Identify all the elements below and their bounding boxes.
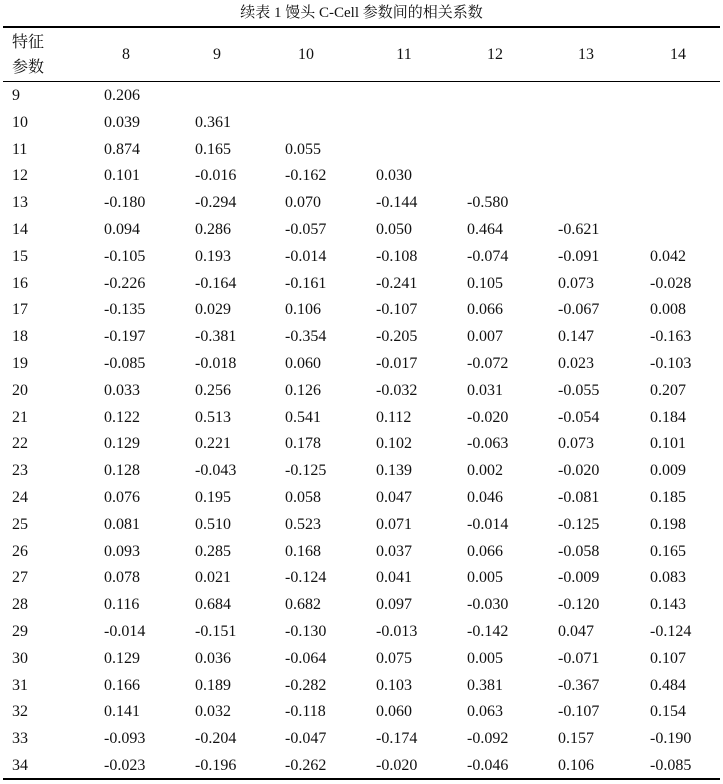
table-cell: 0.112 [376,408,412,426]
table-row [0,458,723,485]
table-cell: -0.107 [376,301,418,319]
row-label: 19 [12,354,28,372]
table-cell: 0.047 [376,488,412,506]
table-cell: -0.204 [195,730,237,748]
corner-label-line2: 参数 [12,59,45,76]
table-row [0,110,723,137]
table-row [0,324,723,351]
table-cell: -0.354 [285,328,327,346]
table-row [0,217,723,244]
table-cell: 0.075 [376,649,412,667]
table-row [0,405,723,432]
table-cell: -0.124 [650,622,692,640]
table-cell: 0.073 [558,274,594,292]
table-cell: 0.031 [467,381,503,399]
table-cell: -0.174 [376,730,418,748]
table-cell: 0.093 [104,542,140,560]
table-cell: -0.047 [285,730,327,748]
table-cell: 0.106 [558,756,594,774]
table-cell: 0.141 [104,703,140,721]
table-cell: 0.036 [195,649,231,667]
table-cell: 0.023 [558,354,594,372]
table-cell: -0.064 [285,649,327,667]
row-label: 27 [12,569,28,587]
table-cell: -0.055 [558,381,600,399]
table-cell: 0.381 [467,676,503,694]
row-label: 9 [12,87,20,104]
table-row [0,753,723,780]
column-header: 11 [396,46,412,63]
row-label: 17 [12,301,28,319]
table-cell: -0.367 [558,676,600,694]
table-cell: 0.050 [376,220,412,238]
table-cell: -0.018 [195,354,237,372]
header-rule [3,81,720,82]
table-cell: 0.058 [285,488,321,506]
table-cell: 0.185 [650,488,686,506]
table-cell: 0.021 [195,569,231,587]
table-cell: -0.262 [285,756,327,774]
table-cell: 0.207 [650,381,686,399]
table-row [0,83,723,110]
table-cell: 0.129 [104,649,140,667]
table-cell: -0.120 [558,596,600,614]
table-row [0,431,723,458]
table-cell: -0.054 [558,408,600,426]
table-cell: 0.066 [467,542,503,560]
table-cell: -0.151 [195,622,237,640]
table-cell: 0.147 [558,328,594,346]
table-row [0,592,723,619]
table-cell: -0.074 [467,247,509,265]
table-cell: 0.206 [104,87,140,104]
table-cell: -0.105 [104,247,146,265]
table-cell: -0.161 [285,274,327,292]
table-cell: 0.166 [104,676,140,694]
table-row [0,163,723,190]
row-label: 18 [12,328,28,346]
table-cell: -0.013 [376,622,418,640]
table-cell: 0.037 [376,542,412,560]
table-cell: 0.874 [104,140,140,158]
table-cell: 0.030 [376,167,412,185]
table-cell: 0.286 [195,220,231,238]
table-cell: 0.682 [285,596,321,614]
table-cell: -0.162 [285,167,327,185]
table-cell: -0.241 [376,274,418,292]
table-cell: 0.165 [650,542,686,560]
table-cell: 0.484 [650,676,686,694]
table-cell: 0.128 [104,462,140,480]
table-cell: -0.092 [467,730,509,748]
row-label: 29 [12,622,28,640]
table-cell: 0.070 [285,194,321,212]
table-row [0,565,723,592]
row-label: 30 [12,649,28,667]
table-row [0,297,723,324]
table-cell: -0.135 [104,301,146,319]
table-cell: -0.125 [558,515,600,533]
row-label: 25 [12,515,28,533]
table-cell: 0.032 [195,703,231,721]
table-cell: -0.144 [376,194,418,212]
table-cell: 0.041 [376,569,412,587]
table-cell: 0.047 [558,622,594,640]
table-cell: 0.256 [195,381,231,399]
column-header: 13 [578,46,594,63]
table-cell: -0.081 [558,488,600,506]
table-cell: -0.014 [104,622,146,640]
table-cell: 0.046 [467,488,503,506]
table-cell: 0.107 [650,649,686,667]
table-body [0,83,723,780]
table-cell: 0.105 [467,274,503,292]
table-row [0,271,723,298]
table-cell: -0.226 [104,274,146,292]
table-cell: 0.106 [285,301,321,319]
row-label: 16 [12,274,28,292]
table-header [0,28,723,81]
corner-label [12,30,62,80]
row-label: 33 [12,730,28,748]
table-cell: -0.294 [195,194,237,212]
row-label: 13 [12,194,28,212]
table-cell: -0.020 [558,462,600,480]
table-cell: 0.523 [285,515,321,533]
table-cell: -0.621 [558,220,600,238]
table-cell: -0.020 [467,408,509,426]
table-cell: -0.085 [650,756,692,774]
row-label: 11 [12,140,28,158]
row-label: 24 [12,488,28,506]
table-cell: -0.058 [558,542,600,560]
table-cell: 0.007 [467,328,503,346]
row-label: 32 [12,703,28,721]
row-label: 26 [12,542,28,560]
table-cell: -0.093 [104,730,146,748]
row-label: 15 [12,247,28,265]
table-cell: 0.168 [285,542,321,560]
table-cell: -0.124 [285,569,327,587]
table-cell: -0.028 [650,274,692,292]
table-row [0,137,723,164]
table-cell: 0.073 [558,435,594,453]
table-cell: 0.126 [285,381,321,399]
table-row [0,351,723,378]
table-row [0,619,723,646]
table-cell: -0.016 [195,167,237,185]
row-label: 14 [12,220,28,238]
table-row [0,512,723,539]
table-cell: 0.285 [195,542,231,560]
table-cell: 0.154 [650,703,686,721]
table-cell: 0.193 [195,247,231,265]
table-cell: -0.067 [558,301,600,319]
table-cell: 0.060 [376,703,412,721]
table-cell: -0.118 [285,703,326,721]
table-cell: 0.071 [376,515,412,533]
table-cell: -0.014 [285,247,327,265]
table-cell: -0.032 [376,381,418,399]
table-cell: -0.108 [376,247,418,265]
column-header: 9 [213,46,221,63]
table-row [0,378,723,405]
row-label: 34 [12,756,28,774]
table-cell: 0.541 [285,408,321,426]
table-cell: 0.361 [195,113,231,131]
table-cell: -0.071 [558,649,600,667]
table-cell: -0.017 [376,354,418,372]
table-row [0,673,723,700]
table-cell: -0.163 [650,328,692,346]
table-row [0,699,723,726]
table-cell: 0.122 [104,408,140,426]
table-cell: 0.198 [650,515,686,533]
table-cell: -0.282 [285,676,327,694]
table-cell: 0.139 [376,462,412,480]
row-label: 21 [12,408,28,426]
table-cell: 0.008 [650,301,686,319]
table-cell: 0.009 [650,462,686,480]
table-row [0,244,723,271]
table-cell: -0.180 [104,194,146,212]
row-label: 23 [12,462,28,480]
table-cell: -0.164 [195,274,237,292]
table-cell: -0.103 [650,354,692,372]
table-caption: 续表 1 馒头 C-Cell 参数间的相关系数 [240,5,483,21]
table-cell: 0.129 [104,435,140,453]
table-cell: 0.076 [104,488,140,506]
table-cell: -0.020 [376,756,418,774]
table-cell: -0.014 [467,515,509,533]
table-cell: 0.033 [104,381,140,399]
table-cell: -0.197 [104,328,146,346]
row-label: 22 [12,435,28,453]
table-cell: 0.039 [104,113,140,131]
table-cell: 0.002 [467,462,503,480]
table-cell: 0.094 [104,220,140,238]
table-cell: 0.165 [195,140,231,158]
table-cell: 0.078 [104,569,140,587]
table-cell: -0.125 [285,462,327,480]
row-label: 10 [12,113,28,131]
corner-label-line1: 特征 [12,34,45,51]
table-cell: -0.085 [104,354,146,372]
table-cell: 0.042 [650,247,686,265]
table-row [0,485,723,512]
table-cell: -0.142 [467,622,509,640]
table-cell: 0.221 [195,435,231,453]
table-row [0,726,723,753]
table-cell: -0.023 [104,756,146,774]
table-cell: 0.103 [376,676,412,694]
table-cell: -0.196 [195,756,237,774]
table-cell: 0.055 [285,140,321,158]
table-cell: 0.178 [285,435,321,453]
table-cell: 0.097 [376,596,412,614]
table-cell: 0.066 [467,301,503,319]
table-cell: -0.130 [285,622,327,640]
table-row [0,539,723,566]
table-cell: 0.189 [195,676,231,694]
table-cell: 0.510 [195,515,231,533]
table-cell: 0.081 [104,515,140,533]
table-cell: -0.057 [285,220,327,238]
table-cell: 0.143 [650,596,686,614]
row-label: 28 [12,596,28,614]
table-row [0,190,723,217]
table-cell: 0.063 [467,703,503,721]
table-cell: -0.063 [467,435,509,453]
table-cell: 0.029 [195,301,231,319]
table-cell: -0.580 [467,194,509,212]
table-cell: -0.043 [195,462,237,480]
table-row [0,646,723,673]
table-cell: 0.102 [376,435,412,453]
table-cell: 0.513 [195,408,231,426]
table-cell: 0.101 [104,167,140,185]
column-header: 12 [487,46,503,63]
table-cell: 0.116 [104,596,140,614]
table-cell: 0.684 [195,596,231,614]
table-cell: 0.157 [558,730,594,748]
table-cell: 0.060 [285,354,321,372]
table-cell: 0.464 [467,220,503,238]
table-cell: -0.046 [467,756,509,774]
table-cell: -0.072 [467,354,509,372]
row-label: 12 [12,167,28,185]
row-label: 31 [12,676,28,694]
table-cell: 0.083 [650,569,686,587]
column-header: 10 [298,46,314,63]
bottom-rule [3,778,720,780]
table-cell: -0.381 [195,328,237,346]
table-cell: -0.190 [650,730,692,748]
column-header: 14 [670,46,686,63]
table-cell: 0.101 [650,435,686,453]
table-cell: -0.205 [376,328,418,346]
table-cell: -0.009 [558,569,600,587]
table-cell: 0.184 [650,408,686,426]
row-label: 20 [12,381,28,399]
table-cell: 0.005 [467,649,503,667]
column-header: 8 [122,46,130,63]
table-cell: -0.030 [467,596,509,614]
table-cell: 0.195 [195,488,231,506]
table-cell: -0.107 [558,703,600,721]
table-cell: 0.005 [467,569,503,587]
table-cell: -0.091 [558,247,600,265]
